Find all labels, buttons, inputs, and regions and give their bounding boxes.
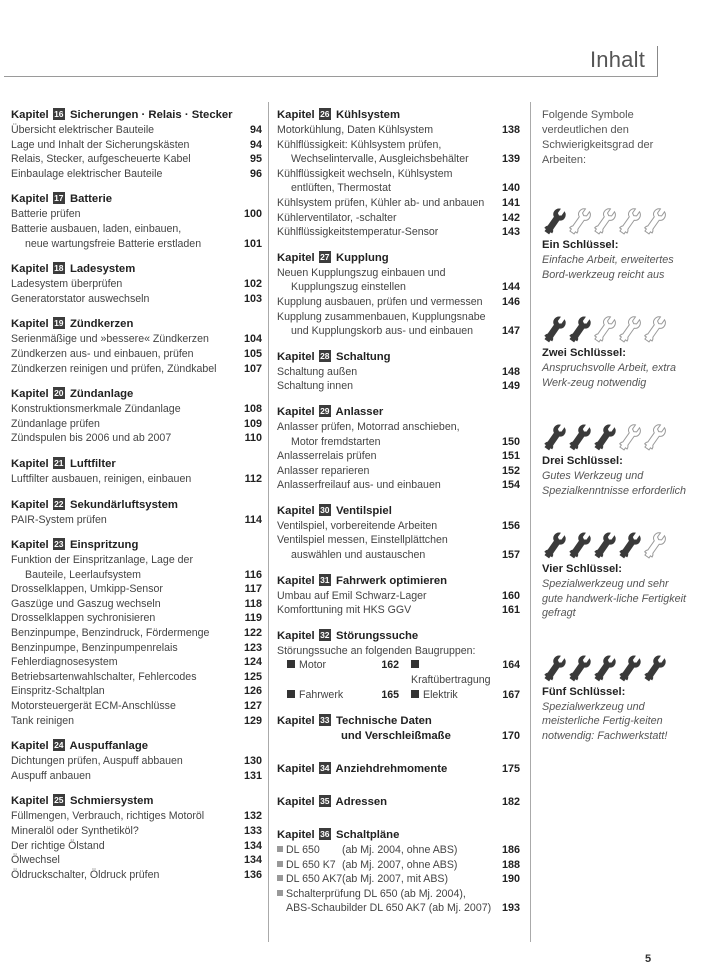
- wrench-outline-icon: [617, 422, 643, 452]
- page-number: 122: [243, 627, 262, 640]
- page-number: 110: [244, 432, 262, 445]
- header-divider: [657, 46, 658, 76]
- chapter-heading: Kapitel 36 Schaltpläne: [277, 829, 400, 842]
- wrench-filled-icon: [592, 530, 618, 560]
- chapter-heading: Kapitel 28 Schaltung: [277, 350, 391, 363]
- chapter-heading: Kapitel 27 Kupplung: [277, 251, 389, 264]
- wrench-rating: [542, 190, 692, 236]
- chapter-number-badge: 28: [320, 350, 330, 361]
- group-row: Motor 162 Kraftübertragung 164: [277, 658, 520, 688]
- level-description: Gutes Werkzeug und Spezialkenntnisse erforderlich: [542, 470, 687, 497]
- chapter-heading: Kapitel 29 Anlasser: [277, 405, 384, 418]
- chapter-heading: Kapitel 18 Ladesystem: [11, 263, 136, 276]
- page-number: 139: [501, 153, 520, 166]
- legend-intro: Folgende Symbole verdeutlichen den Schwierigkeitsgrad der Arbeiten:: [542, 109, 654, 166]
- toc-entry: Kühlflüssigkeit: Kühlsystem prüfen,: [277, 138, 442, 151]
- chapter-number-badge: 20: [54, 388, 64, 399]
- wrench-outline-icon: [567, 206, 593, 236]
- chapter-32: [277, 629, 520, 704]
- page-number: 134: [243, 854, 262, 867]
- toc-entry: und Kupplungskorb aus- und einbauen 147: [291, 325, 520, 338]
- page-number: 94: [249, 138, 262, 151]
- toc-entry: PAIR-System prüfen 114: [11, 513, 262, 526]
- chapter-26: [277, 108, 520, 240]
- page-number: 152: [501, 464, 520, 477]
- page-number: 95: [249, 153, 262, 166]
- wrench-filled-icon: [567, 314, 593, 344]
- wrench-outline-icon: [642, 314, 668, 344]
- square-bullet-icon: [277, 846, 283, 852]
- wrench-filled-icon: [617, 653, 643, 683]
- wrench-filled-icon: [542, 314, 568, 344]
- page-number: 124: [243, 656, 262, 669]
- toc-entry: Übersicht elektrischer Bauteile 94: [11, 124, 262, 136]
- chapter-number-badge: 30: [320, 504, 330, 515]
- chapter-heading: Kapitel 23 Einspritzung: [11, 539, 139, 552]
- level-title: Zwei Schlüssel:: [542, 347, 626, 359]
- chapter-29: [277, 405, 520, 493]
- toc-entry: Komforttuning mit HKS GGV 161: [277, 604, 520, 617]
- difficulty-level-5: [542, 637, 692, 744]
- toc-entry: Konstruktionsmerkmale Zündanlage 108: [11, 403, 262, 416]
- page-number: 175: [501, 763, 520, 776]
- wrench-filled-icon: [567, 653, 593, 683]
- toc-entry: Luftfilter ausbauen, reinigen, einbauen 112: [11, 472, 262, 485]
- page-number: 102: [243, 278, 262, 291]
- chapter-31: [277, 574, 520, 618]
- chapter-30: [277, 504, 520, 563]
- toc-entry: Füllmengen, Verbrauch, richtiges Motoröl 132: [11, 810, 262, 823]
- toc-entry: Dichtungen prüfen, Auspuff abbauen 130: [11, 755, 262, 768]
- page-number: 149: [501, 380, 520, 393]
- toc-entry: Gaszüge und Gaszug wechseln 118: [11, 597, 262, 610]
- wrench-filled-icon: [617, 530, 643, 560]
- toc-entry: Schalterprüfung DL 650 (ab Mj. 2004),: [277, 887, 520, 902]
- page-number: 138: [501, 124, 520, 136]
- toc-entry: Zündkerzen aus- und einbauen, prüfen 105: [11, 347, 262, 360]
- page-number: 154: [501, 479, 520, 492]
- page-number: 126: [243, 685, 262, 698]
- page-number: 119: [244, 612, 262, 625]
- page-number: 107: [243, 362, 262, 375]
- wrench-filled-icon: [567, 530, 593, 560]
- page-number: 100: [243, 208, 262, 221]
- toc-entry: Öldruckschalter, Öldruck prüfen 136: [11, 868, 262, 881]
- page-number: 144: [501, 281, 520, 294]
- page-number: 136: [243, 868, 262, 881]
- toc-entry: Schaltung innen 149: [277, 380, 520, 393]
- toc-entry: Motor fremdstarten 150: [291, 435, 520, 448]
- page-number: 133: [243, 825, 262, 837]
- wrench-rating: [542, 298, 692, 344]
- chapter-number-badge: 25: [54, 795, 64, 806]
- difficulty-level-1: [542, 190, 692, 282]
- square-bullet-icon: [277, 861, 283, 867]
- page-number: 140: [501, 182, 520, 195]
- page-number: 125: [243, 670, 262, 683]
- wrench-filled-icon: [542, 653, 568, 683]
- toc-entry: Schaltung außen 148: [277, 365, 520, 378]
- square-bullet-icon: [411, 660, 419, 668]
- chapter-18: [11, 262, 262, 306]
- toc-column-left: [11, 108, 262, 893]
- chapter-number-badge: 36: [320, 829, 330, 840]
- page-title: Inhalt: [590, 47, 646, 72]
- level-description: Spezialwerkzeug und meisterliche Fertig-keiten notwendig: Fachwerkstatt!: [542, 700, 668, 742]
- toc-entry: Relais, Stecker, aufgescheuerte Kabel 95: [11, 153, 262, 166]
- chapter-33: [277, 714, 520, 744]
- chapter-number-badge: 34: [320, 763, 330, 774]
- toc-entry: Auspuff anbauen 131: [11, 769, 262, 782]
- chapter-number-badge: 24: [54, 740, 64, 751]
- chapter-number-badge: 22: [54, 498, 64, 509]
- chapter-25: [11, 794, 262, 882]
- toc-entry: Ventilspiel messen, Einstellplättchen: [277, 534, 448, 547]
- toc-entry: entlüften, Thermostat 140: [291, 182, 520, 195]
- toc-entry: Zündanlage prüfen 109: [11, 417, 262, 430]
- page-number: 118: [244, 597, 262, 610]
- page-number: 148: [501, 365, 520, 378]
- column-divider: [530, 102, 531, 942]
- page-number: 157: [501, 549, 520, 562]
- chapter-heading: Kapitel 17 Batterie: [11, 193, 113, 206]
- level-title: Ein Schlüssel:: [542, 239, 619, 251]
- chapter-23: [11, 538, 262, 728]
- toc-entry: Drosselklappen, Umkipp-Sensor 117: [11, 583, 262, 596]
- page-number: 104: [243, 333, 262, 346]
- chapter-16: [11, 108, 262, 181]
- page-number: 147: [501, 325, 520, 338]
- toc-entry: Kühlerventilator, -schalter 142: [277, 211, 520, 224]
- square-bullet-icon: [411, 690, 419, 698]
- chapter-27: [277, 251, 520, 339]
- chapter-heading: Kapitel 26 Kühlsystem: [277, 109, 400, 121]
- chapter-number-badge: 31: [320, 574, 330, 585]
- page-number: 101: [243, 237, 262, 250]
- chapter-heading-line: und Verschleißmaße 170: [341, 730, 520, 743]
- page-number: 96: [249, 167, 262, 180]
- page-number: 103: [243, 292, 262, 305]
- toc-chapter-list: [277, 108, 520, 618]
- wrench-filled-icon: [592, 653, 618, 683]
- chapter-heading: Kapitel 21 Luftfilter: [11, 457, 116, 470]
- toc-entry: ABS-Schaubilder DL 650 AK7 (ab Mj. 2007) 193: [286, 902, 520, 915]
- page-number: 94: [249, 124, 262, 136]
- wrench-outline-icon: [617, 314, 643, 344]
- toc-entry: Mineralöl oder Synthetiköl? 133: [11, 825, 262, 837]
- page-number: 132: [243, 810, 262, 823]
- chapter-number-badge: 23: [54, 539, 64, 550]
- difficulty-level-4: [542, 514, 692, 621]
- toc-entry: Funktion der Einspritzanlage, Lage der: [11, 554, 193, 567]
- toc-entry: Kupplung zusammenbauen, Kupplungsnabe: [277, 310, 486, 323]
- chapter-20: [11, 387, 262, 446]
- toc-entry: Ladesystem überprüfen 102: [11, 278, 262, 291]
- toc-entry: Anlasser reparieren 152: [277, 464, 520, 477]
- wrench-outline-icon: [592, 314, 618, 344]
- toc-entry: Kühlflüssigkeit wechseln, Kühlsystem: [277, 167, 453, 180]
- toc-entry: DL 650 (ab Mj. 2004, ohne ABS) 186: [277, 843, 520, 858]
- page-number: 108: [243, 403, 262, 416]
- toc-entry: Betriebsartenwahlschalter, Fehlercodes 125: [11, 670, 262, 683]
- page-number: 182: [501, 796, 520, 809]
- toc-entry: Fehlerdiagnosesystem 124: [11, 656, 262, 669]
- level-title: Drei Schlüssel:: [542, 455, 623, 467]
- toc-entry: Der richtige Ölstand 134: [11, 839, 262, 852]
- chapter-number-badge: 32: [320, 629, 330, 640]
- chapter-heading: Kapitel 32 Störungssuche: [277, 629, 419, 642]
- toc-entry: Einbaulage elektrischer Bauteile 96: [11, 167, 262, 180]
- toc-entry: Kupplungszug einstellen 144: [291, 281, 520, 294]
- page-number: 131: [243, 769, 262, 782]
- page-number: 170: [501, 730, 520, 743]
- chapter-heading: Kapitel 25 Schmiersystem: [11, 795, 154, 808]
- wrench-outline-icon: [642, 422, 668, 452]
- wrench-filled-icon: [542, 422, 568, 452]
- toc-entry: Kupplung ausbauen, prüfen und vermessen 146: [277, 295, 520, 308]
- page-number: 123: [243, 641, 262, 654]
- wrench-filled-icon: [542, 530, 568, 560]
- chapter-36: [277, 828, 520, 916]
- level-description: Spezialwerkzeug und sehr gute handwerk-liche Fertigkeit gefragt: [542, 578, 687, 619]
- chapter-24: [11, 739, 262, 783]
- square-bullet-icon: [277, 890, 283, 896]
- chapter-number-badge: 16: [54, 109, 64, 119]
- header-rule: [4, 76, 658, 77]
- page-number: 156: [501, 519, 520, 532]
- chapter-heading: Kapitel 35 Adressen 182: [277, 796, 520, 809]
- wrench-rating: [542, 637, 692, 683]
- chapter-number-badge: 19: [54, 318, 64, 329]
- toc-entry: Neuen Kupplungszug einbauen und: [277, 266, 446, 279]
- chapter-22: [11, 498, 262, 528]
- toc-entry: DL 650 K7 (ab Mj. 2007, ohne ABS) 188: [277, 858, 520, 873]
- toc-entry: Bauteile, Leerlaufsystem 116: [25, 568, 262, 581]
- chapter-heading: Kapitel 34 Anziehdrehmomente 175: [277, 763, 520, 776]
- toc-entry: Wechselintervalle, Ausgleichsbehälter 139: [291, 153, 520, 166]
- chapter-number-badge: 29: [320, 405, 330, 416]
- toc-entry: Anlasserfreilauf aus- und einbauen 154: [277, 479, 520, 492]
- chapter-heading: Kapitel 31 Fahrwerk optimieren: [277, 574, 448, 587]
- square-bullet-icon: [277, 875, 283, 881]
- toc-entry: Anlasserrelais prüfen 151: [277, 450, 520, 463]
- page-number: 151: [501, 450, 520, 463]
- page-number: 112: [244, 472, 262, 485]
- toc-entry: Kühlflüssigkeitstemperatur-Sensor 143: [277, 226, 520, 239]
- page-number: 127: [243, 700, 262, 713]
- chapter-number-badge: 35: [320, 796, 330, 807]
- column-divider: [268, 102, 269, 942]
- chapter-heading: Kapitel 22 Sekundärluftsystem: [11, 498, 178, 511]
- page-number: 130: [243, 755, 262, 768]
- toc-column-middle: [277, 108, 520, 927]
- page-number: 142: [501, 211, 520, 224]
- difficulty-legend: [542, 108, 692, 759]
- chapter-heading: Kapitel 33 Technische Daten: [277, 715, 432, 728]
- page-number: 134: [243, 839, 262, 852]
- toc-entry: Ventilspiel, vorbereitende Arbeiten 156: [277, 519, 520, 532]
- chapter-number-badge: 26: [320, 109, 330, 119]
- wrench-rating: [542, 514, 692, 560]
- wrench-outline-icon: [642, 530, 668, 560]
- page-number: 105: [243, 347, 262, 360]
- toc-entry: Drosselklappen sychronisieren 119: [11, 612, 262, 625]
- page-number: 161: [501, 604, 520, 617]
- group-row: Fahrwerk 165 Elektrik 167: [277, 688, 520, 703]
- chapter-34: [277, 762, 520, 777]
- chapter-number-badge: 27: [320, 251, 330, 262]
- toc-entry: Benzinpumpe, Benzindruck, Fördermenge 122: [11, 627, 262, 640]
- chapter-heading: Kapitel 24 Auspuffanlage: [11, 740, 149, 753]
- level-description: Anspruchsvolle Arbeit, extra Werk-zeug notwendig: [542, 362, 677, 389]
- level-title: Fünf Schlüssel:: [542, 685, 626, 698]
- square-bullet-icon: [287, 690, 295, 698]
- page-number: 116: [244, 568, 262, 581]
- toc-entry: Kühlsystem prüfen, Kühler ab- und anbauen 141: [277, 196, 520, 209]
- wrench-outline-icon: [592, 206, 618, 236]
- difficulty-level-2: [542, 298, 692, 390]
- page-number: 5: [645, 953, 652, 965]
- chapter-number-badge: 17: [54, 193, 64, 204]
- level-title: Vier Schlüssel:: [542, 563, 623, 575]
- chapter-heading: Kapitel 20 Zündanlage: [11, 388, 134, 401]
- toc-entry: Umbau auf Emil Schwarz-Lager 160: [277, 589, 520, 602]
- wrench-outline-icon: [642, 206, 668, 236]
- toc-entry: Batterie prüfen 100: [11, 208, 262, 221]
- page-number: 150: [501, 435, 520, 448]
- page-number: 109: [243, 417, 262, 430]
- chapter-number-badge: 18: [54, 263, 64, 274]
- toc-entry: Batterie ausbauen, laden, einbauen,: [11, 222, 182, 235]
- toc-entry: Benzinpumpe, Benzinpumpenrelais 123: [11, 641, 262, 654]
- toc-entry: DL 650 AK7(ab Mj. 2007, mit ABS) 190: [277, 872, 520, 887]
- toc-entry: Tank reinigen 129: [11, 714, 262, 727]
- wrench-filled-icon: [642, 653, 668, 683]
- chapter-21: [11, 457, 262, 487]
- chapter-intro: Störungssuche an folgenden Baugruppen:: [277, 644, 476, 657]
- wrench-rating: [542, 406, 692, 452]
- toc-entry: Zündkerzen reinigen und prüfen, Zündkabel 107: [11, 362, 262, 375]
- page-number: 160: [501, 589, 520, 602]
- square-bullet-icon: [287, 660, 295, 668]
- chapter-35: [277, 795, 520, 810]
- toc-entry: neue wartungsfreie Batterie erstladen 101: [25, 237, 262, 250]
- page-number: 146: [501, 295, 520, 308]
- wrench-filled-icon: [542, 206, 568, 236]
- toc-entry: Ölwechsel 134: [11, 854, 262, 867]
- wrench-outline-icon: [617, 206, 643, 236]
- toc-entry: auswählen und austauschen 157: [291, 549, 520, 562]
- toc-entry: Lage und Inhalt der Sicherungskästen 94: [11, 138, 262, 151]
- toc-entry: Motorkühlung, Daten Kühlsystem 138: [277, 124, 520, 136]
- page-number: 143: [501, 226, 520, 239]
- chapter-17: [11, 192, 262, 251]
- toc-entry: Motorsteuergerät ECM-Anschlüsse 127: [11, 700, 262, 713]
- toc-entry: Einspritz-Schaltplan 126: [11, 685, 262, 698]
- toc-entry: Serienmäßige und »bessere« Zündkerzen 104: [11, 333, 262, 346]
- chapter-number-badge: 21: [54, 457, 64, 468]
- level-description: Einfache Arbeit, erweitertes Bord-werkzeug reicht aus: [542, 254, 674, 281]
- difficulty-levels: [542, 190, 692, 743]
- wrench-filled-icon: [592, 422, 618, 452]
- page-number: 114: [244, 513, 262, 526]
- chapter-heading: Kapitel 19 Zündkerzen: [11, 318, 134, 331]
- chapter-heading: Kapitel 16 Sicherungen · Relais · Stecker: [11, 109, 233, 121]
- chapter-28: [277, 350, 520, 394]
- chapter-number-badge: 33: [320, 715, 330, 726]
- wrench-filled-icon: [567, 422, 593, 452]
- chapter-19: [11, 317, 262, 376]
- page-number: 129: [243, 714, 262, 727]
- chapter-heading: Kapitel 30 Ventilspiel: [277, 504, 392, 517]
- page-number: 141: [501, 196, 520, 209]
- page-number: 117: [244, 583, 262, 596]
- toc-entry: Zündspulen bis 2006 und ab 2007 110: [11, 432, 262, 445]
- toc-entry: Anlasser prüfen, Motorrad anschieben,: [277, 420, 460, 433]
- difficulty-level-3: [542, 406, 692, 498]
- toc-entry: Generatorstator auswechseln 103: [11, 292, 262, 305]
